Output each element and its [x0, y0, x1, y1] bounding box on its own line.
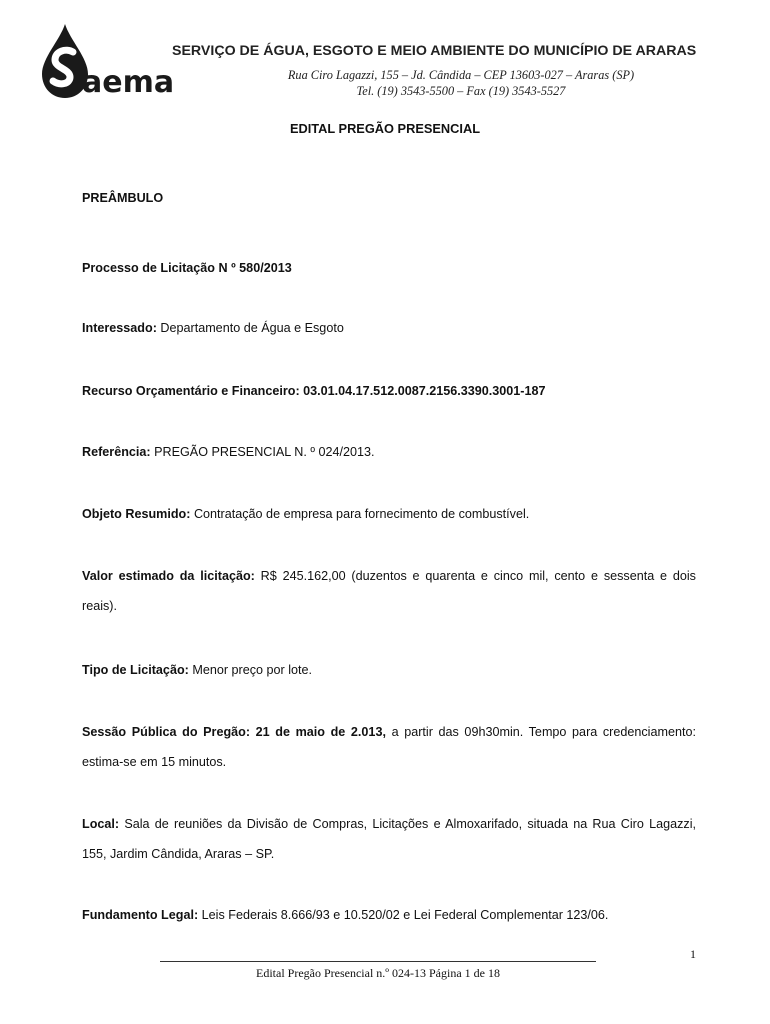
field-label: Valor estimado da licitação:	[82, 569, 255, 583]
footer-divider	[160, 961, 596, 962]
field-value: R$ 245.162,00 (duzentos e quarenta e cinco mil, cento e sessenta e dois reais).	[82, 569, 696, 613]
organization-phone: Tel. (19) 3543-5500 – Fax (19) 3543-5527	[356, 84, 566, 98]
field-label: Local:	[82, 817, 120, 831]
process-number: Processo de Licitação N º 580/2013	[82, 261, 292, 275]
field-value: Departamento de Água e Esgoto	[156, 321, 344, 335]
organization-address: Rua Ciro Lagazzi, 155 – Jd. Cândida – CEP 13603-027 – Araras (SP)	[287, 68, 635, 82]
field-valor	[82, 561, 696, 621]
page-number: 1	[690, 947, 696, 961]
saema-logo	[38, 22, 178, 102]
field-value: Contratação de empresa para fornecimento de combustível.	[190, 507, 530, 521]
field-value: PREGÃO PRESENCIAL N. º 024/2013.	[150, 445, 375, 459]
preamble-heading: PREÂMBULO	[82, 191, 164, 205]
page-header	[0, 0, 770, 110]
field-label: Referência:	[82, 445, 151, 459]
field-label: Fundamento Legal:	[82, 908, 199, 922]
field-local	[82, 809, 696, 869]
field-recurso	[82, 376, 696, 406]
field-sessao	[82, 717, 696, 777]
field-value: a partir das 09h30min. Tempo para credenciamento: estima-se em 15 minutos.	[82, 725, 696, 769]
field-objeto	[82, 499, 696, 529]
field-value: Sala de reuniões da Divisão de Compras, Licitações e Almoxarifado, situada na Rua Ciro Lagazzi, 155, Jardim Cândida, Araras – SP.	[82, 817, 696, 861]
field-value: Leis Federais 8.666/93 e 10.520/02 e Lei Federal Complementar 123/06.	[198, 908, 609, 922]
field-referencia	[82, 437, 696, 467]
field-value: Menor preço por lote.	[188, 663, 313, 677]
field-interessado	[82, 313, 696, 343]
field-label: Tipo de Licitação:	[82, 663, 189, 677]
field-label: Objeto Resumido:	[82, 507, 191, 521]
organization-name: SERVIÇO DE ÁGUA, ESGOTO E MEIO AMBIENTE DO MUNICÍPIO DE ARARAS	[172, 43, 697, 59]
field-fundamento	[82, 900, 696, 930]
field-label: Sessão Pública do Pregão: 21 de maio de 2.013,	[82, 725, 386, 739]
logo-text: aema	[82, 65, 175, 100]
field-label: Interessado:	[82, 321, 157, 335]
document-title: EDITAL PREGÃO PRESENCIAL	[289, 121, 481, 136]
field-tipo	[82, 655, 696, 685]
field-label: Recurso Orçamentário e Financeiro: 03.01.04.17.512.0087.2156.3390.3001-187	[82, 384, 546, 398]
footer-text: Edital Pregão Presencial n.º 024-13 Página 1 de 18	[256, 966, 500, 980]
